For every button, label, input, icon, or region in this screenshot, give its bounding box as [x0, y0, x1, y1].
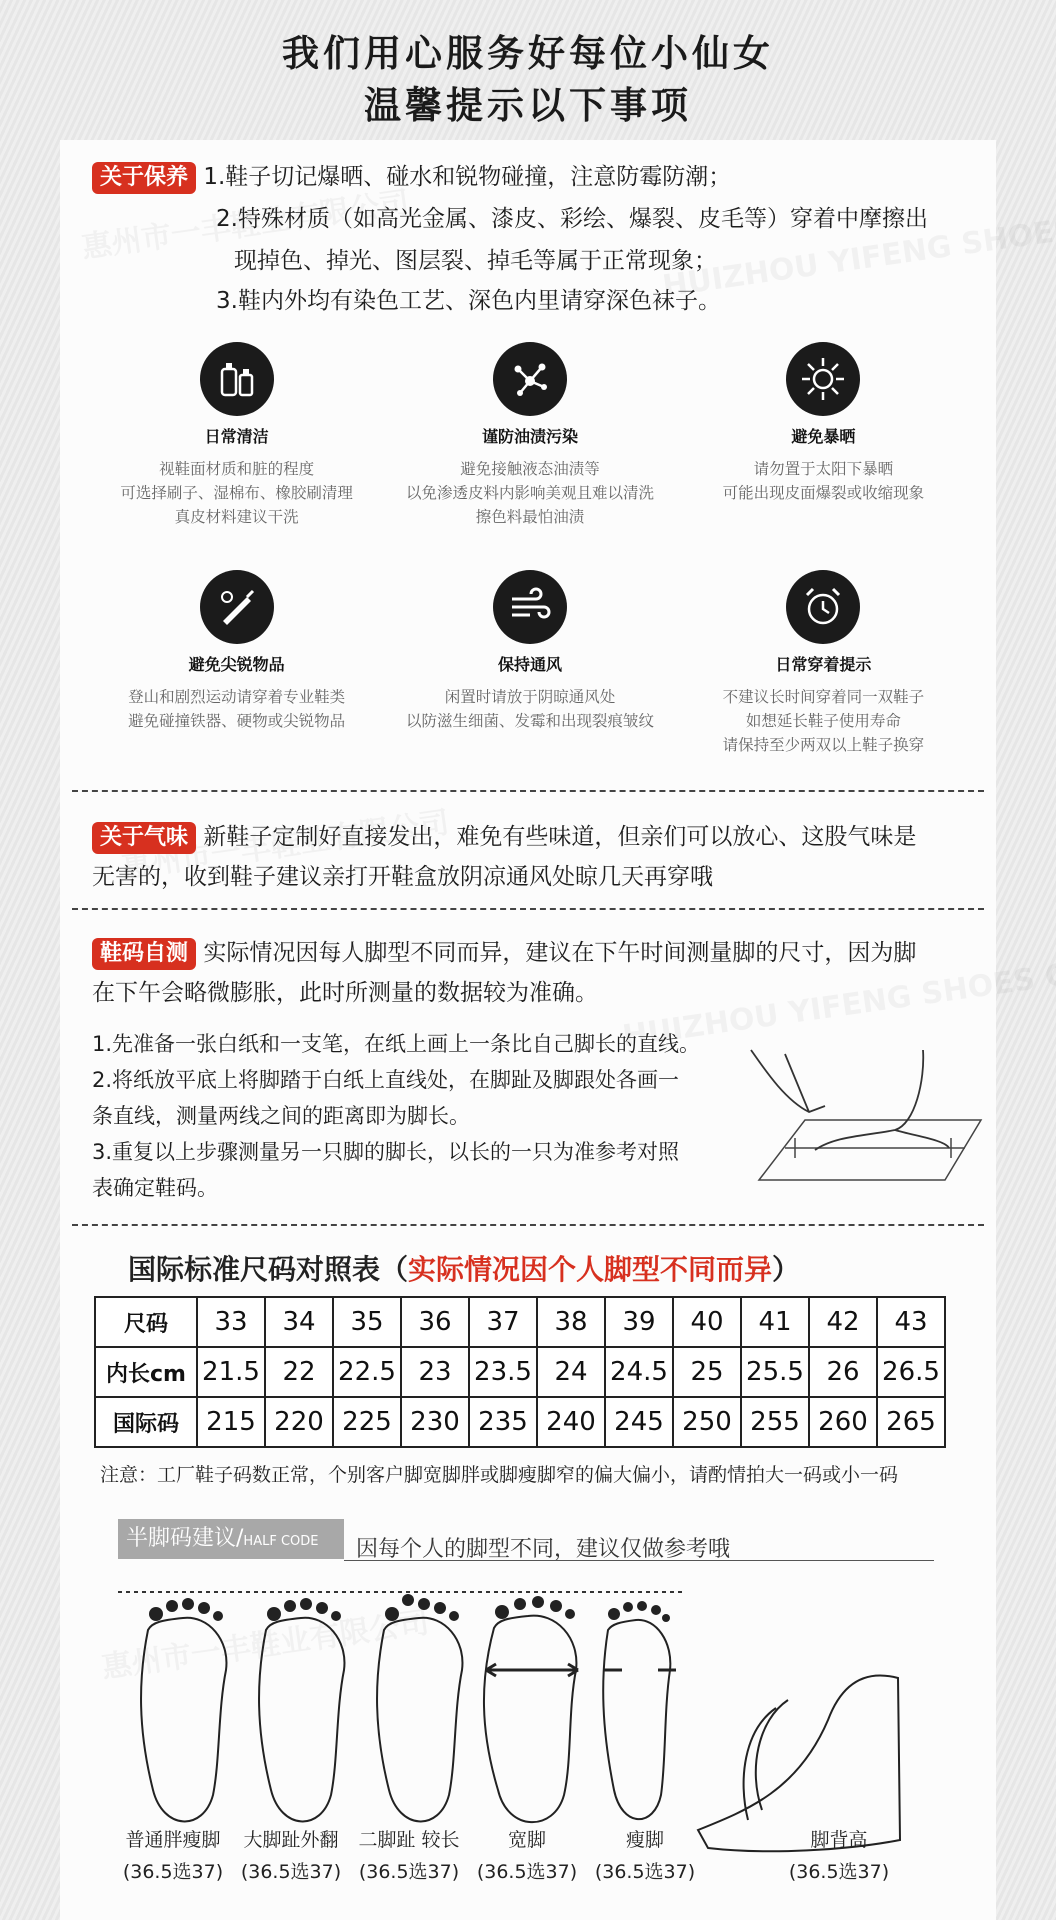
measure-steps — [92, 1026, 700, 1206]
care-item — [677, 342, 970, 529]
measure-line2: 在下午会略微膨胀，此时所测量的数据较为准确。 — [92, 980, 598, 1006]
table-cell: 24.5 — [605, 1347, 673, 1397]
table-cell: 25.5 — [741, 1347, 809, 1397]
table-cell: 260 — [809, 1397, 877, 1447]
table-cell: 38 — [537, 1297, 605, 1347]
divider — [72, 908, 984, 910]
smell-line2: 无害的，收到鞋子建议亲打开鞋盒放阴凉通风处晾几天再穿哦 — [92, 864, 713, 890]
foot-type-advice: (36.5选37) — [788, 1861, 890, 1883]
table-cell: 40 — [673, 1297, 741, 1347]
half-size-title-text: 半脚码建议/ — [126, 1526, 244, 1551]
care-item-title: 避免尖锐物品 — [188, 655, 285, 674]
foot-outline — [141, 1618, 226, 1822]
size-chart-table — [94, 1296, 946, 1448]
table-row — [95, 1347, 945, 1397]
foot-type-name: 脚背高 — [810, 1829, 868, 1851]
foot-type-label — [580, 1824, 710, 1888]
care-item — [677, 570, 970, 757]
table-cell: 240 — [537, 1397, 605, 1447]
header-title-line2: 温馨提示以下事项 — [364, 84, 692, 127]
header-title-line1: 我们用心服务好每位小仙女 — [282, 32, 774, 75]
care-item-desc — [383, 685, 676, 733]
measure-step: 2.将纸放平底上将脚踏于白纸上直线处，在脚趾及脚跟处各画一 — [92, 1068, 680, 1092]
foot-type-advice: (36.5选37) — [594, 1861, 696, 1883]
care-line1: 1.鞋子切记爆晒、碰水和锐物碰撞，注意防霉防潮； — [203, 164, 732, 190]
size-table-title — [128, 1248, 800, 1288]
foot-type-advice: (36.5选37) — [240, 1861, 342, 1883]
care-item — [383, 570, 676, 757]
table-cell: 25 — [673, 1347, 741, 1397]
desc-line: 如想延长鞋子使用寿命 — [745, 712, 901, 730]
table-cell: 225 — [333, 1397, 401, 1447]
table-cell: 22 — [265, 1347, 333, 1397]
foot-type-label — [462, 1824, 592, 1888]
desc-line: 以免渗透皮料内影响美观且难以清洗 — [405, 484, 654, 502]
foot-type-label — [774, 1824, 904, 1888]
table-cell: 37 — [469, 1297, 537, 1347]
table-cell: 39 — [605, 1297, 673, 1347]
table-cell: 220 — [265, 1397, 333, 1447]
foot-type-advice: (36.5选37) — [358, 1861, 460, 1883]
care-item-desc — [90, 457, 383, 529]
desc-line: 擦色料最怕油渍 — [475, 508, 585, 526]
half-size-subtitle: 因每个人的脚型不同，建议仅做参考哦 — [356, 1537, 731, 1562]
divider — [344, 1560, 934, 1561]
desc-line: 请勿置于太阳下暴晒 — [753, 460, 894, 478]
foot-type-label — [344, 1824, 474, 1888]
table-cell: 41 — [741, 1297, 809, 1347]
measure-step: 条直线，测量两线之间的距离即为脚长。 — [92, 1104, 470, 1128]
desc-line: 闲置时请放于阴晾通风处 — [444, 688, 616, 706]
measure-section — [92, 934, 916, 972]
table-cell: 215 — [197, 1397, 265, 1447]
table-cell: 23 — [401, 1347, 469, 1397]
row-header: 内长cm — [95, 1347, 197, 1397]
alarm-clock-icon — [786, 570, 860, 644]
care-item-desc — [383, 457, 676, 529]
table-cell: 21.5 — [197, 1347, 265, 1397]
foot-type-name: 普通胖瘦脚 — [125, 1829, 221, 1851]
table-cell: 43 — [877, 1297, 945, 1347]
table-cell: 255 — [741, 1397, 809, 1447]
size-table-title-text: 国际标准尺码对照表（ — [128, 1253, 409, 1286]
foot-type-advice: (36.5选37) — [476, 1861, 578, 1883]
measure-line1: 实际情况因每人脚型不同而异，建议在下午时间测量脚的尺寸，因为脚 — [203, 940, 917, 966]
care-icons-row2 — [90, 570, 970, 757]
row-header: 国际码 — [95, 1397, 197, 1447]
desc-line: 避免接触液态油渍等 — [460, 460, 600, 478]
care-line4: 3.鞋内外均有染色工艺、深色内里请穿深色袜子。 — [216, 288, 721, 314]
measure-step: 1.先准备一张白纸和一支笔，在纸上画上一条比自己脚长的直线。 — [92, 1032, 701, 1056]
foot-type-label — [226, 1824, 356, 1888]
size-table-title-highlight: 实际情况因个人脚型不同而异 — [408, 1253, 773, 1286]
measure-step: 3.重复以上步骤测量另一只脚的脚长，以长的一只为准参考对照 — [92, 1140, 680, 1164]
table-cell: 23.5 — [469, 1347, 537, 1397]
half-size-title-small: HALF CODE — [243, 1534, 319, 1549]
desc-line: 以防滋生细菌、发霉和出现裂痕皱纹 — [405, 712, 654, 730]
care-item — [90, 342, 383, 529]
care-section — [92, 158, 731, 196]
foot-type-name: 宽脚 — [507, 1829, 546, 1851]
care-icons-row1 — [90, 342, 970, 529]
care-item-desc — [677, 685, 970, 757]
cleaning-bottles-icon — [200, 342, 274, 416]
table-cell: 245 — [605, 1397, 673, 1447]
wind-icon — [493, 570, 567, 644]
care-line3: 现掉色、掉光、图层裂、掉毛等属于正常现象； — [234, 248, 717, 274]
table-cell: 250 — [673, 1397, 741, 1447]
table-row — [95, 1297, 945, 1347]
table-cell: 26 — [809, 1347, 877, 1397]
divider — [72, 790, 984, 792]
table-cell: 235 — [469, 1397, 537, 1447]
care-item-desc — [90, 685, 383, 733]
size-note: 注意：工厂鞋子码数正常，个别客户脚宽脚胖或脚瘦脚窄的偏大偏小，请酌情拍大一码或小一码 — [100, 1464, 899, 1486]
desc-line: 视鞋面材质和脏的程度 — [159, 460, 315, 478]
desc-line: 可能出现皮面爆裂或收缩现象 — [722, 484, 925, 502]
foot-type-advice: (36.5选37) — [122, 1861, 224, 1883]
oil-splash-icon — [493, 342, 567, 416]
table-cell: 26.5 — [877, 1347, 945, 1397]
desc-line: 登山和剧烈运动请穿着专业鞋类 — [128, 688, 346, 706]
row-header: 尺码 — [95, 1297, 197, 1347]
table-row — [95, 1397, 945, 1447]
desc-line: 避免碰撞铁器、硬物或尖锐物品 — [128, 712, 346, 730]
knife-icon — [200, 570, 274, 644]
smell-section — [92, 818, 916, 856]
care-item — [383, 342, 676, 529]
care-item-title: 谨防油渍污染 — [481, 427, 578, 446]
smell-tag: 关于气味 — [92, 822, 196, 854]
foot-type-name: 瘦脚 — [625, 1829, 664, 1851]
table-cell: 24 — [537, 1347, 605, 1397]
measure-tag: 鞋码自测 — [92, 938, 196, 970]
care-item-desc — [677, 457, 970, 505]
care-item-title: 避免暴晒 — [791, 427, 856, 446]
table-cell: 22.5 — [333, 1347, 401, 1397]
foot-type-name: 大脚趾外翻 — [243, 1829, 339, 1851]
foot-measuring-illustration — [745, 1040, 985, 1190]
size-table-title-end: ） — [772, 1253, 801, 1286]
desc-line: 可选择刷子、湿棉布、橡胶刷清理 — [120, 484, 353, 502]
measure-step: 表确定鞋码。 — [92, 1176, 218, 1200]
care-item — [90, 570, 383, 757]
table-cell: 36 — [401, 1297, 469, 1347]
care-line2: 2.特殊材质（如高光金属、漆皮、彩绘、爆裂、皮毛等）穿着中摩擦出 — [216, 206, 928, 232]
page-header — [0, 28, 1056, 132]
table-cell: 42 — [809, 1297, 877, 1347]
half-size-title — [118, 1519, 344, 1559]
divider — [72, 1224, 984, 1226]
desc-line: 请保持至少两双以上鞋子换穿 — [722, 736, 925, 754]
table-cell: 35 — [333, 1297, 401, 1347]
table-cell: 33 — [197, 1297, 265, 1347]
table-cell: 34 — [265, 1297, 333, 1347]
table-cell: 230 — [401, 1397, 469, 1447]
care-tag: 关于保养 — [92, 162, 196, 194]
table-cell: 265 — [877, 1397, 945, 1447]
foot-type-name: 二脚趾 较长 — [358, 1829, 460, 1851]
desc-line: 真皮材料建议干洗 — [174, 508, 299, 526]
care-item-title: 保持通风 — [497, 655, 562, 674]
desc-line: 不建议长时间穿着同一双鞋子 — [722, 688, 925, 706]
care-item-title: 日常穿着提示 — [775, 655, 872, 674]
foot-type-label — [108, 1824, 238, 1888]
smell-line1: 新鞋子定制好直接发出，难免有些味道，但亲们可以放心、这股气味是 — [203, 824, 917, 850]
sun-icon — [786, 342, 860, 416]
care-item-title: 日常清洁 — [204, 427, 269, 446]
